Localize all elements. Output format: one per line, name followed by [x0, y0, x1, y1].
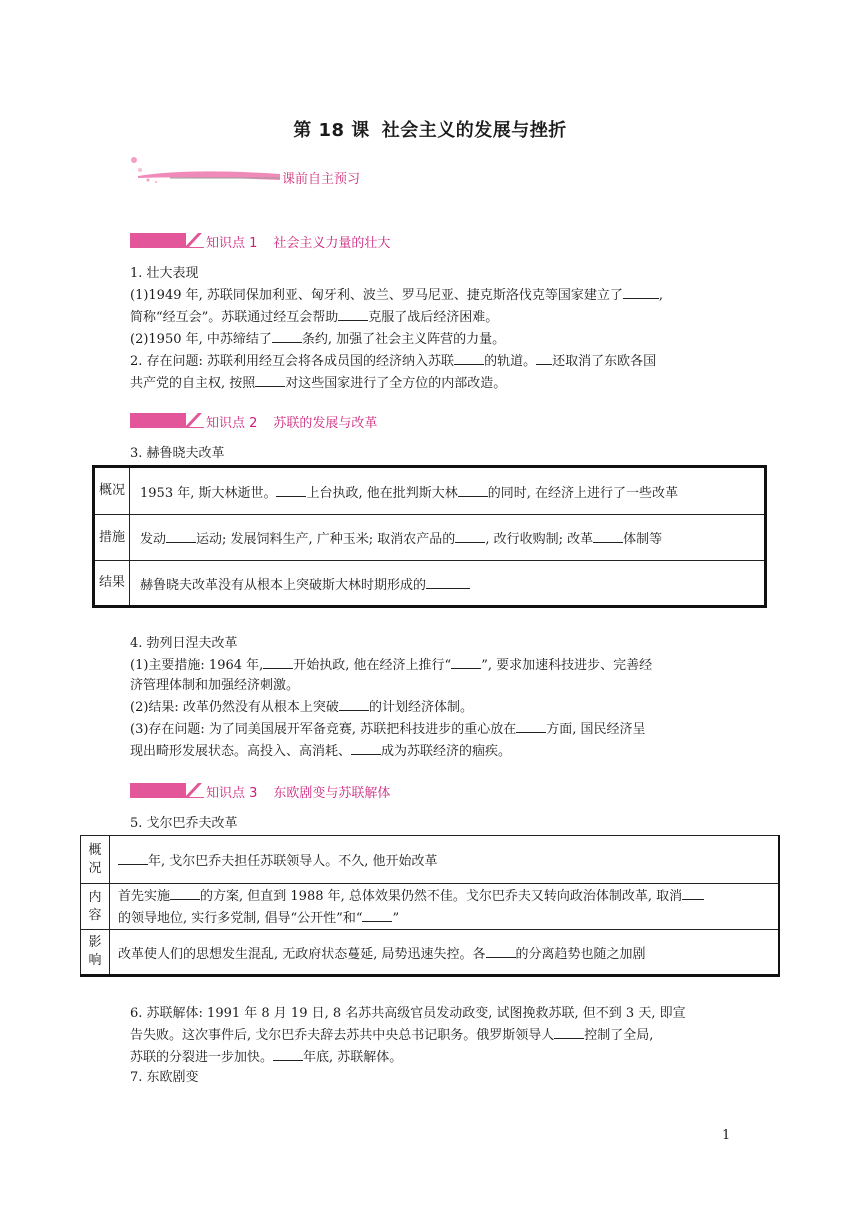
line: [130, 654, 730, 676]
heading-4: 4. 勃列日涅夫改革: [130, 636, 238, 651]
knowledge-point-name: 苏联的发展与改革: [273, 416, 378, 431]
lesson-title: 社会主义的发展与挫折: [381, 120, 567, 141]
line: [130, 306, 730, 328]
fill-blank[interactable]: [339, 696, 369, 711]
line: [130, 1024, 740, 1046]
fill-blank[interactable]: [362, 907, 392, 922]
text: 控制了全局,: [584, 1028, 654, 1043]
fill-blank[interactable]: [276, 482, 306, 497]
table-cell: [130, 515, 766, 561]
text: ”, 要求加速科技进步、完善经: [481, 658, 653, 673]
lesson-number: 第 18 课: [293, 120, 370, 141]
text: 赫鲁晓夫改革没有从根本上突破斯大林时期形成的: [140, 577, 427, 593]
fill-blank[interactable]: [455, 528, 485, 543]
text: 运动; 发展饲料生产, 广种玉米; 取消农产品的: [196, 532, 456, 547]
text: 共产党的自主权, 按照: [130, 376, 256, 391]
text: 上台执政, 他在批判斯大林: [306, 485, 458, 501]
text: 改革使人们的思想发生混乱, 无政府状态蔓延, 局势迅速失控。各: [118, 946, 486, 962]
fill-blank[interactable]: [593, 528, 623, 543]
fill-blank[interactable]: [338, 306, 368, 321]
line: [130, 718, 730, 740]
line: [130, 1046, 740, 1068]
heading-5: 5. 戈尔巴乔夫改革: [130, 816, 238, 831]
text: 现出畸形发展状态。高投入、高消耗、: [130, 744, 352, 759]
fill-blank[interactable]: [272, 328, 302, 343]
text: 的领导地位, 实行多党制, 倡导“公开性”和“: [118, 910, 363, 926]
knowledge-point-tag-icon: [130, 413, 204, 428]
text: 简称“经互会”。苏联通过经互会帮助: [130, 310, 339, 325]
text: 克服了战后经济困难。: [368, 310, 499, 325]
row-header: 结果: [94, 561, 130, 607]
row-header: 内容: [81, 884, 110, 930]
fill-blank[interactable]: [351, 740, 381, 755]
fill-blank[interactable]: [166, 528, 196, 543]
text: 对这些国家进行了全方位的内部改造。: [285, 376, 507, 391]
text: ,: [658, 288, 664, 303]
heading-1: 1. 壮大表现: [130, 266, 199, 281]
text: ”: [392, 910, 400, 926]
table-row: [81, 930, 780, 976]
text: 1953 年, 斯大林逝世。: [140, 485, 277, 501]
page-number: 1: [722, 1128, 731, 1143]
heading-7: 7. 东欧剧变: [130, 1070, 199, 1085]
gorbachev-reform-table: [80, 835, 780, 977]
line: 6. 苏联解体: 1991 年 8 月 19 日, 8 名苏共高级官员发动政变, 试图挽救苏联, 但不到 3 天, 即宣: [130, 1006, 686, 1021]
text: 年底, 苏联解体。: [303, 1050, 403, 1065]
text: 告失败。这次事件后, 戈尔巴乔夫辞去苏共中央总书记职务。俄罗斯领导人: [130, 1028, 555, 1043]
line: [130, 740, 730, 762]
paragraph-4: [130, 634, 730, 762]
row-header: 概况: [81, 836, 110, 884]
fill-blank[interactable]: [263, 654, 293, 669]
fill-blank[interactable]: [536, 350, 552, 365]
fill-blank[interactable]: [458, 482, 488, 497]
text: 体制等: [623, 532, 663, 547]
knowledge-point-tag-icon: [130, 783, 204, 798]
fill-blank[interactable]: [170, 885, 200, 900]
text: 的计划经济体制。: [368, 700, 473, 715]
line: 济管理体制和加强经济刺激。: [130, 678, 300, 693]
paragraph-1: [130, 264, 730, 394]
text: 开始执政, 他在经济上推行“: [293, 658, 452, 673]
text: 成为苏联经济的痼疾。: [381, 744, 512, 759]
table-cell: [110, 836, 780, 884]
text: 发动: [140, 532, 167, 547]
fill-blank[interactable]: [454, 350, 484, 365]
text: 苏联的分裂进一步加快。: [130, 1050, 274, 1065]
fill-blank[interactable]: [682, 885, 704, 900]
fill-blank[interactable]: [426, 574, 470, 589]
knowledge-point-number: 知识点 2: [206, 416, 258, 431]
text: (1)1949 年, 苏联同保加利亚、匈牙利、波兰、罗马尼亚、捷克斯洛伐克等国家建立了: [130, 288, 623, 303]
table-row: [94, 515, 766, 561]
table-row: [94, 467, 766, 515]
table-cell: [110, 930, 780, 976]
text: (2)结果: 改革仍然没有从根本上突破: [130, 700, 339, 715]
paragraph-6: [130, 1004, 740, 1088]
fill-blank[interactable]: [273, 1046, 303, 1061]
fill-blank[interactable]: [486, 943, 516, 958]
fill-blank[interactable]: [255, 372, 285, 387]
heading-3: 3. 赫鲁晓夫改革: [130, 446, 225, 461]
text: (3)存在问题: 为了同美国展开军备竞赛, 苏联把科技进步的重心放在: [130, 722, 517, 737]
text: (1)主要措施: 1964 年,: [130, 658, 264, 673]
table-row: [94, 561, 766, 607]
text: 2. 存在问题: 苏联利用经互会将各成员国的经济纳入苏联: [130, 354, 455, 369]
row-header: 措施: [94, 515, 130, 561]
table-row: [81, 836, 780, 884]
fill-blank[interactable]: [118, 850, 148, 865]
khrushchev-reform-table: [92, 465, 767, 608]
page-title: [0, 116, 860, 142]
fill-blank[interactable]: [516, 718, 546, 733]
line: [130, 350, 730, 372]
knowledge-point-name: 社会主义力量的壮大: [273, 236, 391, 251]
text: 的同时, 在经济上进行了一些改革: [487, 485, 679, 501]
line: [130, 328, 730, 350]
section-label: 课前自主预习: [282, 172, 361, 187]
table-cell: [130, 467, 766, 515]
text: , 改行收购制; 改革: [485, 532, 594, 547]
section-banner-decoration: [130, 156, 430, 186]
text: 首先实施: [118, 888, 171, 904]
text: (2)1950 年, 中苏缔结了: [130, 332, 272, 347]
line: [130, 284, 730, 306]
table-row: [81, 884, 780, 930]
fill-blank[interactable]: [554, 1024, 584, 1039]
row-header: 影响: [81, 930, 110, 976]
text: 的轨道。: [484, 354, 537, 369]
text: 年, 戈尔巴乔夫担任苏联领导人。不久, 他开始改革: [148, 854, 438, 869]
text: 的分离趋势也随之加剧: [515, 946, 646, 962]
fill-blank[interactable]: [623, 284, 659, 299]
text: 的方案, 但直到 1988 年, 总体效果仍然不佳。戈尔巴乔夫又转向政治体制改革, 取消: [200, 888, 683, 904]
line: [130, 372, 730, 394]
knowledge-point-number: 知识点 1: [206, 236, 258, 251]
table-cell: [130, 561, 766, 607]
knowledge-point-name: 东欧剧变与苏联解体: [273, 786, 391, 801]
table-cell: [110, 884, 780, 930]
fill-blank[interactable]: [451, 654, 481, 669]
knowledge-point-tag-icon: [130, 233, 204, 248]
text: 还取消了东欧各国: [552, 354, 657, 369]
knowledge-point-number: 知识点 3: [206, 786, 258, 801]
text: 方面, 国民经济呈: [546, 722, 646, 737]
row-header: 概况: [94, 467, 130, 515]
text: 条约, 加强了社会主义阵营的力量。: [301, 332, 506, 347]
line: [130, 696, 730, 718]
